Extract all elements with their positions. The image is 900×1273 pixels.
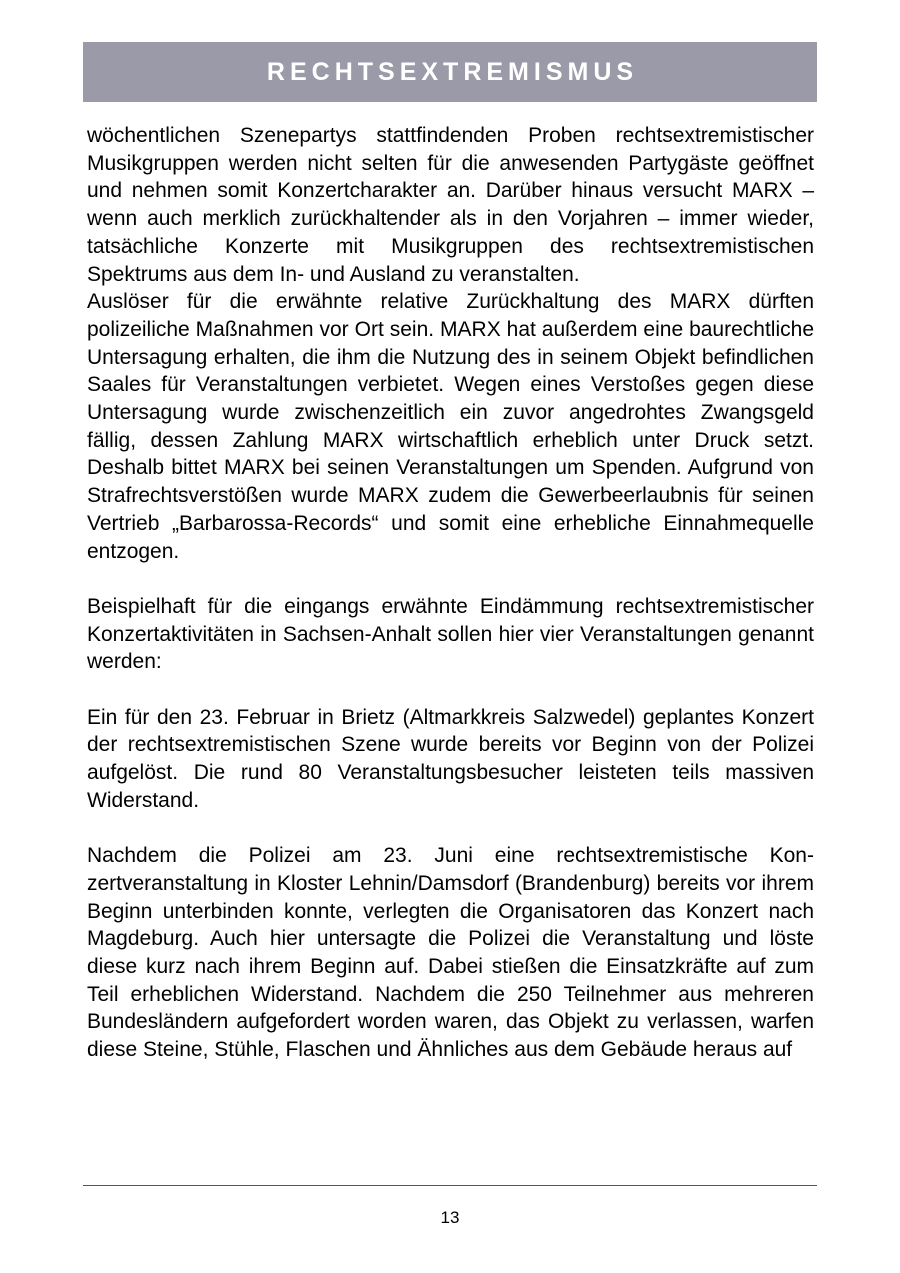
page-number: 13 [440, 1208, 460, 1227]
section-title: RECHTSEXTREMISMUS [266, 57, 639, 86]
paragraph-3: Beispielhaft für die eingangs erwähnte Eindämmung rechtsextremistischer Konzertaktivitäten in Sachsen-Anhalt sollen hier vier Veranstaltungen genannt werden: [87, 594, 814, 674]
footer-divider [83, 1185, 817, 1186]
paragraph-4: Ein für den 23. Februar in Brietz (Altmarkkreis Salzwedel) geplantes Konzert der rechtsextremistischen Szene wurde bereits vor Beginn von der Polizei aufgelöst. Die rund 80 Veranstaltungsbesucher leisteten teils massiven Widerstand. [87, 705, 814, 812]
body-text [87, 122, 814, 1064]
paragraph-5: Nachdem die Polizei am 23. Juni eine rechtsextremistische Konzertveranstaltung in Kloster Lehnin/Damsdorf (Brandenburg) bereits vor ihrem Beginn unterbinden konnte, verlegten die Organisatoren das Konzert nach Magdeburg. Auch hier untersagte die Polizei die Veranstaltung und löste diese kurz nach ihrem Beginn auf. Dabei stießen die Einsatzkräfte auf zum Teil erheblichen Widerstand. Nachdem die 250 Teilnehmer aus mehreren Bundesländern aufgefordert worden waren, das Objekt zu verlassen, warfen diese Steine, Stühle, Flaschen und Ähnliches aus dem Gebäude heraus auf [87, 844, 814, 1062]
section-header-bar [83, 42, 817, 102]
paragraph-1: wöchentlichen Szenepartys stattfindenden Proben rechtsextremistischer Musikgruppen werden nicht selten für die anwesenden Partygäste geöffnet und nehmen somit Konzertcharakter an. Darüber hinaus versucht MARX – wenn auch merklich zurückhaltender als in den Vorjahren – immer wieder, tatsächliche Konzerte mit Musikgruppen des rechtsextremistischen Spektrums aus dem In- und Ausland zu veranstalten. [87, 124, 814, 286]
paragraph-2: Auslöser für die erwähnte relative Zurückhaltung des MARX dürften polizeiliche Maßnahmen vor Ort sein. MARX hat außerdem eine baurechtliche Untersagung erhalten, die ihm die Nutzung des in seinem Objekt befindlichen Saales für Veranstaltungen verbietet. Wegen eines Verstoßes gegen diese Untersagung wurde zwischenzeitlich ein zuvor angedrohtes Zwangsgeld fällig, dessen Zahlung MARX wirtschaftlich erheblich unter Druck setzt. Deshalb bittet MARX bei seinen Veranstaltungen um Spenden. Aufgrund von Strafrechtsverstößen wurde MARX zudem die Gewerbeerlaubnis für seinen Vertrieb „Barbarossa-Records“ und somit eine erhebliche Einnahmequelle entzogen. [87, 290, 814, 563]
